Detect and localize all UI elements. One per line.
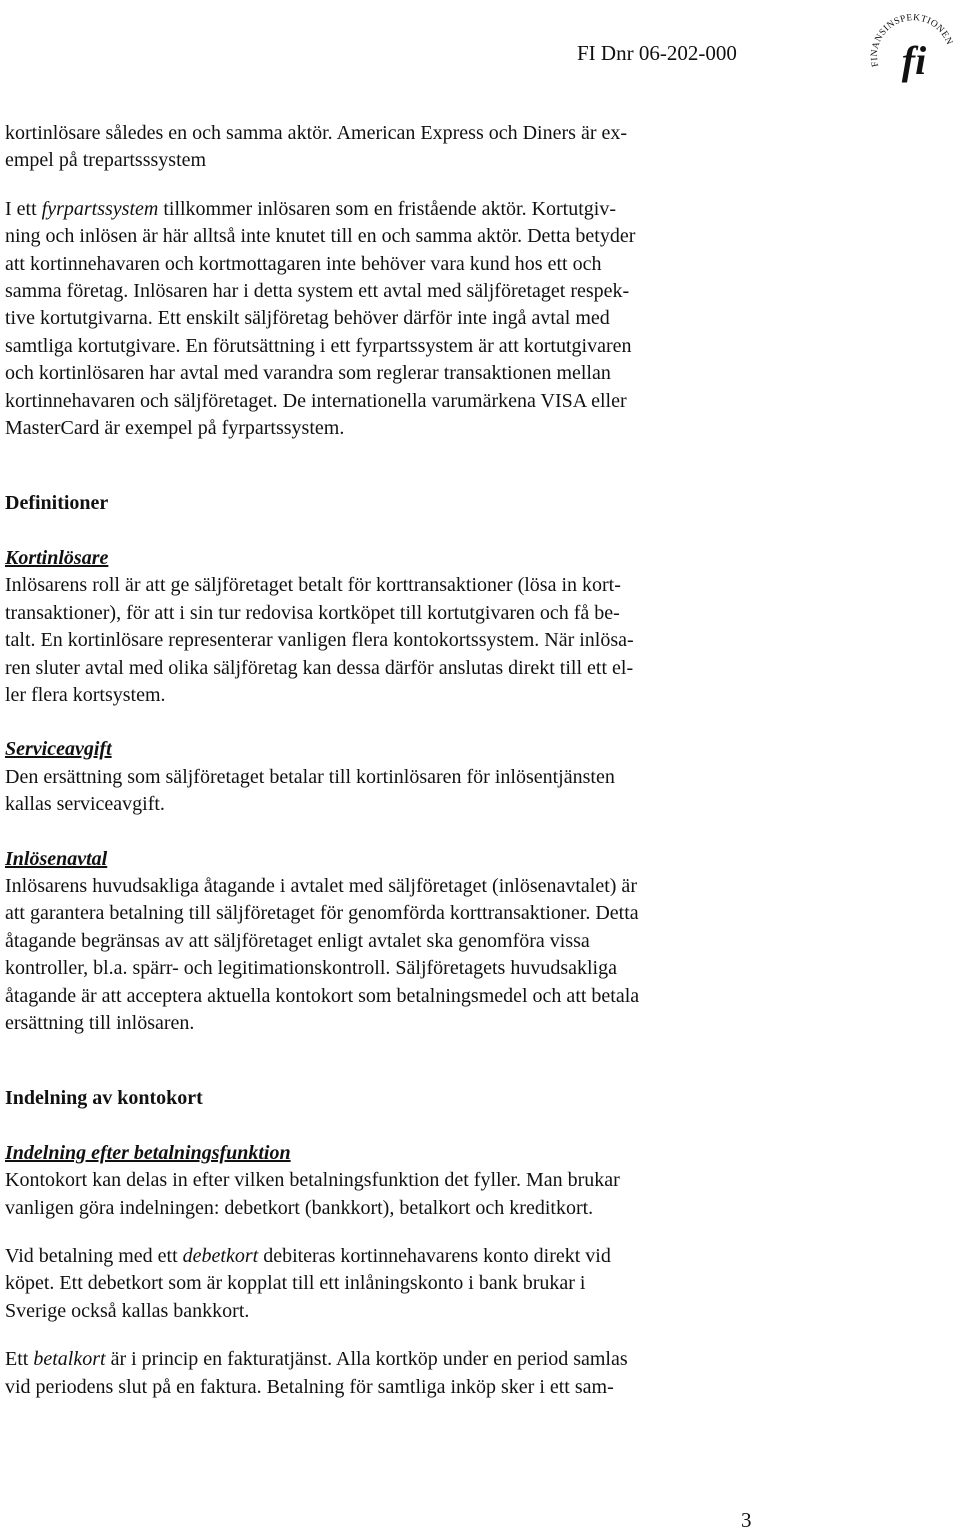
text-line: [5, 902, 639, 924]
text-run: och kortinlösaren har avtal med varandra som reglerar transaktionen mellan: [5, 362, 611, 385]
section-heading: Indelning av kontokort: [5, 1087, 203, 1110]
text-line: [5, 629, 634, 651]
text-line: [5, 930, 590, 952]
body-paragraph: [5, 572, 757, 709]
text-run: ersättning till inlösaren.: [5, 1011, 195, 1034]
text-run: köpet. Ett debetkort som är kopplat till ett inlåningskonto i bank brukar i: [5, 1272, 586, 1295]
emphasized-term: fyrpartssystem: [41, 197, 159, 220]
text-run: är i princip en fakturatjänst. Alla kortköp under en period samlas: [105, 1348, 628, 1371]
text-run: att kortinnehavaren och kortmottagaren inte behöver vara kund hos ett och: [5, 252, 602, 275]
text-line: [5, 1197, 593, 1219]
emphasized-term: debetkort: [182, 1245, 259, 1267]
text-line: [5, 875, 637, 897]
logo-letters: fi: [901, 38, 927, 83]
text-line: [5, 390, 627, 412]
definition-heading: Serviceavgift: [5, 738, 112, 761]
text-run: samtliga kortutgivare. En förutsättning i ett fyrpartssystem är att kortutgivaren: [5, 334, 632, 357]
text-run: vanligen göra indelningen: debetkort (bankkort), betalkort och kreditkort.: [5, 1196, 594, 1219]
emphasized-term: betalkort: [33, 1348, 106, 1371]
text-run: Kontokort kan delas in efter vilken betalningsfunktion det fyller. Man brukar: [5, 1169, 620, 1192]
text-line: [5, 657, 633, 679]
text-run: Den ersättning som säljföretaget betalar till kortinlösaren för inlösentjänsten: [5, 765, 615, 788]
text-line: [5, 793, 165, 815]
text-run: åtagande begränsas av att säljföretaget enligt avtalet ska genomföra vissa: [5, 929, 590, 952]
definition-heading: Kortinlösare: [5, 546, 109, 569]
text-line: [5, 198, 616, 220]
text-run: att garantera betalning till säljföretaget för genomförda korttransaktioner. Detta: [5, 902, 639, 925]
text-line: [5, 574, 621, 596]
text-run: MasterCard är exempel på fyrpartssystem.: [5, 417, 345, 440]
text-line: [5, 280, 629, 302]
page-number: 3: [741, 1508, 752, 1532]
text-run: vid periodens slut på en faktura. Betalning för samtliga inköp sker i ett sam-: [5, 1375, 614, 1398]
text-run: empel på trepartsssystem: [5, 149, 207, 172]
body-paragraph: [5, 1243, 757, 1325]
text-run: tive kortutgivarna. Ett enskilt säljföretag behöver därför inte ingå avtal med: [5, 307, 610, 330]
text-line: [5, 766, 615, 788]
text-run: Ett: [5, 1348, 34, 1371]
section-heading: Definitioner: [5, 492, 109, 515]
text-line: [5, 602, 620, 624]
text-run: kontroller, bl.a. spärr- och legitimationskontroll. Säljföretagets huvudsakliga: [5, 957, 617, 980]
definition-heading: Inlösenavtal: [5, 847, 108, 870]
text-run: ler flera kortsystem.: [5, 683, 166, 706]
text-run: ning och inlösen är här alltså inte knutet till en och samma aktör. Detta betyder: [5, 225, 636, 248]
text-line: [5, 684, 166, 706]
text-line: [5, 1012, 194, 1034]
text-run: åtagande är att acceptera aktuella kontokort som betalningsmedel och att betala: [5, 984, 640, 1007]
text-run: kallas serviceavgift.: [5, 793, 165, 816]
document-body: [5, 120, 757, 1401]
body-paragraph: [5, 120, 757, 175]
header-reference: FI Dnr 06-202-000: [577, 41, 737, 65]
text-line: [5, 1169, 620, 1191]
text-line: [5, 253, 601, 275]
text-line: [5, 149, 206, 171]
text-line: [5, 335, 632, 357]
text-line: [5, 307, 610, 329]
text-run: Inlösarens roll är att ge säljföretaget betalt för korttransaktioner (lösa in kort-: [5, 574, 621, 597]
text-run: transaktioner), för att i sin tur redovisa kortköpet till kortutgivaren och få be-: [5, 601, 620, 624]
text-run: Sverige också kallas bankkort.: [5, 1299, 250, 1322]
body-paragraph: [5, 764, 757, 819]
definition-heading: Indelning efter betalningsfunktion: [5, 1141, 291, 1164]
text-run: debiteras kortinnehavarens konto direkt vid: [258, 1245, 611, 1267]
body-paragraph: [5, 1167, 757, 1222]
text-line: [5, 957, 617, 979]
text-run: I ett: [5, 197, 42, 220]
text-line: [5, 362, 611, 384]
text-run: Vid betalning med ett: [5, 1245, 183, 1267]
text-run: tillkommer inlösaren som en fristående aktör. Kortutgiv-: [158, 197, 617, 220]
text-run: kortinnehavaren och säljföretaget. De internationella varumärkena VISA eller: [5, 389, 627, 412]
text-line: [5, 985, 639, 1007]
body-paragraph: [5, 196, 757, 443]
text-line: [5, 1376, 614, 1398]
text-run: samma företag. Inlösaren har i detta system ett avtal med säljföretaget respek-: [5, 280, 630, 303]
finansinspektionen-logo: [866, 2, 960, 94]
logo-ring-text: FINANSINSPEKTIONEN: [869, 13, 955, 68]
text-line: [5, 1245, 611, 1267]
text-line: [5, 417, 344, 439]
text-line: [5, 225, 635, 247]
text-line: [5, 1300, 249, 1322]
body-paragraph: [5, 1346, 757, 1401]
text-run: ren sluter avtal med olika säljföretag kan dessa därför anslutas direkt till ett el-: [5, 656, 634, 679]
text-line: [5, 122, 627, 144]
text-line: [5, 1272, 585, 1294]
text-run: Inlösarens huvudsakliga åtagande i avtalet med säljföretaget (inlösenavtalet) är: [5, 874, 637, 897]
body-paragraph: [5, 873, 757, 1037]
text-line: [5, 1348, 628, 1370]
text-run: kortinlösare således en och samma aktör. American Express och Diners är ex-: [5, 122, 628, 144]
text-run: talt. En kortinlösare representerar vanligen flera kontokortssystem. När inlösa-: [5, 629, 634, 652]
